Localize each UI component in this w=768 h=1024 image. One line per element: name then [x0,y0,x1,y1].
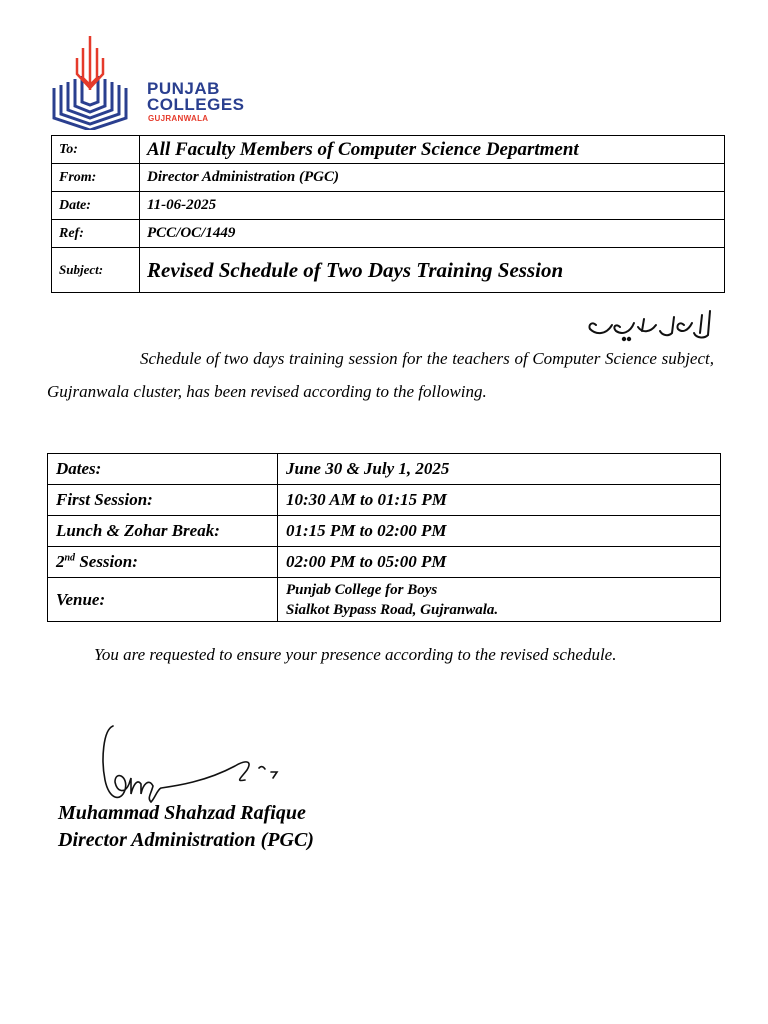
logo-text-colleges: COLLEGES [147,95,245,114]
schedule-value [278,578,721,622]
schedule-row-second-session [48,547,721,578]
memo-row-from [52,164,725,192]
memo-key: Subject: [52,248,140,293]
greeting-calligraphy [584,305,714,345]
signatory-title: Director Administration (PGC) [58,829,314,851]
venue-line-2: Sialkot Bypass Road, Gujranwala. [286,601,499,618]
memo-key: Date: [52,192,140,220]
schedule-key: Lunch & Zohar Break: [48,516,278,547]
handwritten-signature [95,720,315,810]
signatory-block [58,800,314,854]
ordinal-suffix: nd [64,552,76,564]
schedule-value: 02:00 PM to 05:00 PM [278,547,721,578]
logo-text-city: GUJRANWALA [148,114,209,123]
memo-key: From: [52,164,140,192]
logo-text-punjab: PUNJAB [147,79,220,98]
memo-value: 11-06-2025 [140,192,725,220]
memo-value: Revised Schedule of Two Days Training Session [140,248,725,293]
memo-row-ref [52,220,725,248]
memo-key: To: [52,136,140,164]
memo-value: Director Administration (PGC) [140,164,725,192]
schedule-key: Venue: [48,578,278,622]
schedule-row-first-session [48,485,721,516]
schedule-key-text: Session: [75,552,138,571]
schedule-value: 01:15 PM to 02:00 PM [278,516,721,547]
ordinal-number: 2 [56,552,65,571]
intro-paragraph: Schedule of two days training session for the teachers of Computer Science subject, Gujranwala cluster, has been revised according to the following. [47,349,714,401]
signatory-name: Muhammad Shahzad Rafique [58,802,306,824]
schedule-row-break [48,516,721,547]
memo-row-to [52,136,725,164]
closing-paragraph: You are requested to ensure your presence according to the revised schedule. [94,645,617,664]
memo-header-table [51,135,725,293]
schedule-key: Dates: [48,454,278,485]
memo-value: All Faculty Members of Computer Science Department [140,136,725,164]
schedule-row-dates [48,454,721,485]
memo-row-subject [52,248,725,293]
memo-key: Ref: [52,220,140,248]
memo-row-date [52,192,725,220]
schedule-row-venue [48,578,721,622]
schedule-value: 10:30 AM to 01:15 PM [278,485,721,516]
schedule-value: June 30 & July 1, 2025 [278,454,721,485]
schedule-key: First Session: [48,485,278,516]
schedule-table [47,453,721,622]
venue-line-1: Punjab College for Boys [286,581,438,598]
memo-value: PCC/OC/1449 [140,220,725,248]
schedule-key [48,547,278,578]
